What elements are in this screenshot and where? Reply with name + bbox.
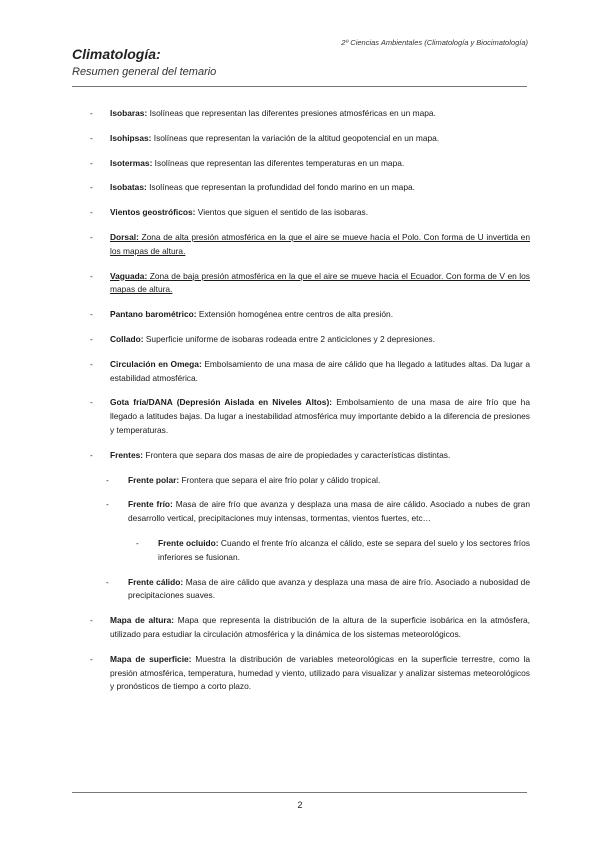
bullet-dash: -: [90, 397, 93, 408]
bullet-dash: -: [90, 182, 93, 193]
list-item-frente-calido: [106, 576, 530, 604]
document-title: Climatología:: [72, 46, 161, 62]
definition: Embolsamiento de una masa de aire frío que ha llegado a latitudes bajas. Da lugar a inestabilidad atmosférica muy importante debido a la diferencia de presiones y temperaturas.: [110, 397, 530, 435]
list-item-frente-ocluido: [136, 537, 530, 565]
definition: Frontera que separa el aire frío polar y cálido tropical.: [179, 474, 381, 485]
list-item-vaguada: [90, 270, 530, 298]
definition: Muestra la distribución de variables meteorológicas en la superficie terrestre, como la presión atmosférica, temperatura, humedad y viento, utilizado para visualizar y analizar sistemas meteorológicos y pronósticos de tiempo a corto plazo.: [110, 653, 530, 692]
definition: Masa de aire frío que avanza y desplaza una masa de aire cálido. Asociado a nubes de gran desarrollo vertical, precipitaciones muy intensas, tormentas, vientos fuertes, etc…: [128, 499, 530, 524]
definition: Vientos que siguen el sentido de las isobaras.: [195, 207, 369, 218]
list-item-mapa-superficie: [90, 653, 530, 694]
definition: Zona de alta presión atmosférica en la que el aire se mueve hacia el Polo. Con forma de U invertida en los mapas de altura.: [110, 231, 530, 256]
definition: Isolíneas que representan la variación de la altitud geopotencial en un mapa.: [151, 132, 440, 143]
term: Frentes:: [110, 449, 144, 460]
list-item-vientos-geostroficos: [90, 206, 530, 220]
list-item-isobaras: [90, 107, 530, 121]
term: Isohipsas:: [110, 132, 152, 143]
term: Vaguada:: [110, 270, 148, 281]
definition: Frontera que separa dos masas de aire de propiedades y características distintas.: [143, 449, 451, 460]
footer-divider: [72, 792, 527, 793]
page-number: 2: [297, 800, 303, 810]
list-item-isohipsas: [90, 132, 530, 146]
list-item-isobatas: [90, 181, 530, 195]
term: Dorsal:: [110, 231, 139, 242]
list-item-isotermas: [90, 157, 530, 171]
term: Gota fría/DANA (Depresión Aislada en Niveles Altos):: [110, 397, 333, 408]
header-divider: [72, 86, 527, 87]
term: Frente ocluido:: [158, 537, 219, 548]
term: Frente polar:: [128, 474, 180, 485]
term: Mapa de superficie:: [110, 653, 192, 664]
bullet-dash: -: [90, 132, 93, 143]
bullet-dash: -: [90, 358, 93, 369]
bullet-dash: -: [90, 449, 93, 460]
list-item-collado: [90, 333, 530, 347]
definition: Isolíneas que representan la profundidad del fondo marino en un mapa.: [146, 182, 415, 193]
bullet-dash: -: [90, 270, 93, 281]
bullet-dash: -: [90, 231, 93, 242]
definition: Isolíneas que representan las diferentes presiones atmosféricas en un mapa.: [147, 108, 436, 118]
bullet-dash: -: [90, 333, 93, 344]
term: Isobaras:: [110, 108, 148, 118]
list-item-pantano-barometrico: [90, 308, 530, 322]
list-item-frente-polar: [106, 474, 530, 488]
list-item-dorsal: [90, 231, 530, 259]
bullet-dash: -: [106, 576, 109, 587]
term: Frente frío:: [128, 499, 173, 510]
bullet-dash: -: [136, 537, 139, 548]
term: Frente cálido:: [128, 576, 184, 587]
definition: Embolsamiento de una masa de aire cálido que ha llegado a latitudes altas. Da lugar a estabilidad atmosférica.: [110, 358, 530, 383]
definition: Extensión homogénea entre centros de alta presión.: [196, 309, 394, 320]
bullet-dash: -: [90, 157, 93, 168]
term: Vientos geostróficos:: [110, 207, 196, 218]
definition: Masa de aire cálido que avanza y desplaza una masa de aire frío. Asociado a nubosidad de precipitaciones suaves.: [128, 576, 531, 601]
definition: Cuando el frente frío alcanza el cálido, este se separa del suelo y los sectores fríos inferiores se fusionan.: [158, 537, 530, 562]
term: Circulación en Omega:: [110, 358, 202, 369]
term: Pantano barométrico:: [110, 309, 197, 320]
definition: Isolíneas que representan las diferentes temperaturas en un mapa.: [152, 157, 405, 168]
list-item-frentes: [90, 449, 530, 463]
list-item-mapa-altura: [90, 614, 530, 642]
bullet-dash: -: [90, 653, 93, 664]
bullet-dash: -: [90, 108, 93, 118]
bullet-dash: -: [90, 309, 93, 320]
term: Isobatas:: [110, 182, 147, 193]
definition: Superficie uniforme de isobaras rodeada entre 2 anticiclones y 2 depresiones.: [143, 333, 435, 344]
bullet-dash: -: [106, 474, 109, 485]
definitions-list: [90, 107, 530, 694]
list-item-gota-fria: [90, 396, 530, 437]
document-subtitle: Resumen general del temario: [72, 66, 217, 78]
bullet-dash: -: [106, 499, 109, 510]
definition: Mapa que representa la distribución de la altura de la superficie isobárica en la atmósfera, utilizado para estudiar la circulación atmosférica y la dinámica de los sistemas meteorológicos.: [110, 615, 530, 639]
list-item-frente-frio: [106, 498, 530, 526]
list-item-circulacion-omega: [90, 358, 530, 386]
course-header: 2º Ciencias Ambientales (Climatología y Biocimatología): [341, 38, 528, 47]
term: Mapa de altura:: [110, 615, 175, 626]
term: Collado:: [110, 333, 144, 344]
term: Isotermas:: [110, 157, 153, 168]
bullet-dash: -: [90, 207, 93, 218]
definition: Zona de baja presión atmosférica en la que el aire se mueve hacia el Ecuador. Con forma de V en los mapas de altura.: [110, 270, 530, 295]
bullet-dash: -: [90, 615, 93, 626]
